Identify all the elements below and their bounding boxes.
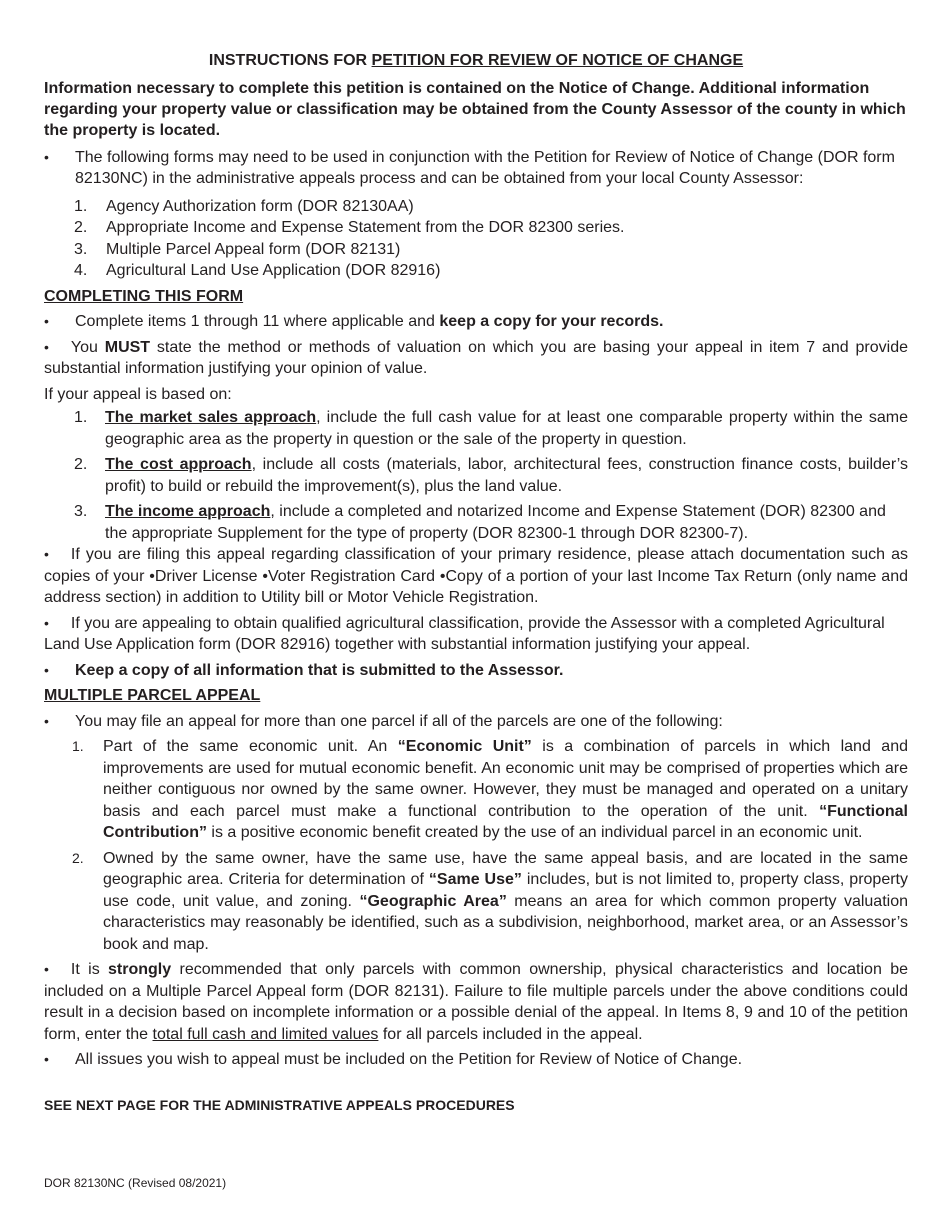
completing-bullet-5 [44, 660, 908, 682]
list-item [44, 239, 908, 261]
intro-paragraph: Information necessary to complete this petition is contained on the Notice of Change. Additional information regarding your property value or classification may be obtained from the County Assessor of the county in which the property is located. [44, 79, 906, 139]
if-based-label: If your appeal is based on: [44, 385, 232, 403]
bullet-icon: • [44, 338, 49, 355]
list-number: 2. [74, 219, 88, 236]
forms-bullet-text: The following forms may need to be used in conjunction with the Petition for Review of Notice of Change (DOR form 82130NC) in the administrative appeals process and can be obtained from your local County Assessor: [75, 148, 895, 187]
list-number: 3. [74, 503, 88, 520]
bullet-icon: • [44, 546, 49, 562]
approach-text: , include all costs (materials, labor, architectural fees, construction finance costs, builder’s profit) to build or rebuild the improvement(s), plus the land value. [105, 456, 909, 495]
list-item-text: means an area for which common property valuation characteristics may reasonably be identified, such as a subdivision, neighborhood, market area, or an Assessor’s book and map. [103, 892, 909, 953]
list-item-text: is a positive economic benefit created by the use of an individual parcel in an economic unit. [206, 824, 863, 841]
bullet-icon: • [44, 661, 49, 678]
approach-text: , include the full cash value for at least one comparable property within the same geographic area as the property in question or the sale of the property in question. [105, 409, 909, 448]
underlined-text: total full cash and limited values [152, 1025, 379, 1043]
bullet-icon: • [44, 148, 49, 165]
bullet-text: It is [70, 961, 109, 978]
list-item [44, 736, 908, 844]
bullet-bold-text: Keep a copy of all information that is submitted to the Assessor. [75, 661, 564, 679]
bullet-text: If you are filing this appeal regarding classification of your primary residence, please attach documentation such as copies of your •Driver License •Voter Registration Card •Copy of a portion of your last Income Tax Return (only name and address section) in addition to Utility bill or Motor Vehicle Registration. [44, 546, 908, 606]
list-item-text: Agricultural Land Use Application (DOR 82916) [106, 262, 441, 279]
bullet-text: All issues you wish to appeal must be included on the Petition for Review of Notice of Change. [75, 1051, 743, 1068]
bullet-text: If you are appealing to obtain qualified agricultural classification, provide the Assessor with a completed Agricultural Land Use Application form (DOR 82916) together with substantial information justifying your appeal. [44, 614, 885, 653]
instructions-page [44, 50, 908, 1116]
multiple-bullet-1 [44, 711, 908, 733]
completing-bullet-3 [44, 544, 908, 609]
forms-list [44, 196, 908, 282]
bullet-text: for all parcels included in the appeal. [378, 1025, 643, 1043]
list-item [44, 454, 908, 497]
next-page-notice: SEE NEXT PAGE FOR THE ADMINISTRATIVE APPEALS PROCEDURES [44, 1096, 515, 1113]
bullet-icon: • [44, 961, 49, 977]
completing-bullet-2 [44, 337, 908, 380]
bullet-text: Complete items 1 through 11 where applicable and [75, 313, 440, 330]
list-number: 1. [72, 738, 84, 754]
list-number: 4. [74, 262, 88, 279]
list-item [44, 501, 908, 544]
forms-bullet [44, 147, 908, 190]
approach-name: The income approach [105, 503, 271, 520]
page-title [44, 50, 908, 72]
list-item-text: Part of the same economic unit. An [103, 738, 398, 755]
bullet-icon: • [44, 1051, 49, 1067]
list-number: 1. [74, 409, 88, 426]
section-heading-completing: COMPLETING THIS FORM [44, 287, 244, 305]
list-number: 2. [74, 456, 88, 473]
form-footer: DOR 82130NC (Revised 08/2021) [44, 1176, 227, 1190]
list-item [44, 196, 908, 218]
section-heading-multiple: MULTIPLE PARCEL APPEAL [44, 687, 261, 704]
title-prefix: INSTRUCTIONS FOR [208, 52, 372, 69]
approach-name: The market sales approach [105, 409, 317, 426]
term-bold: “Economic Unit” [397, 738, 532, 755]
list-item-text: Agency Authorization form (DOR 82130AA) [106, 197, 414, 215]
completing-bullet-1 [44, 311, 908, 333]
bullet-bold-text: MUST [104, 338, 151, 356]
bullet-text: state the method or methods of valuation on which you are basing your appeal in item 7 and provide substantial information justifying your opinion of value. [44, 338, 908, 377]
bullet-bold-text: strongly [108, 961, 172, 978]
multiple-bullet-2 [44, 959, 908, 1045]
parcel-criteria-list [44, 736, 908, 955]
list-item [44, 407, 908, 450]
list-item [44, 260, 908, 282]
list-item [44, 217, 908, 239]
bullet-icon: • [44, 614, 49, 631]
bullet-bold-text: keep a copy for your records. [439, 313, 664, 330]
multiple-bullet-3 [44, 1049, 908, 1071]
bullet-text: You [70, 338, 105, 356]
term-bold: “Functional Contribution” [103, 802, 908, 841]
list-item [44, 848, 908, 956]
list-item-text: Owned by the same owner, have the same use, have the same appeal basis, and are located in the same geographic area. Criteria for determination of [103, 849, 908, 888]
approach-text: , include a completed and notarized Income and Expense Statement (DOR) 82300 and the appropriate Supplement for the type of property (DOR 82300-1 through DOR 82300-7). [105, 503, 886, 542]
list-item-text: Multiple Parcel Appeal form (DOR 82131) [106, 240, 401, 258]
bullet-text: recommended that only parcels with common ownership, physical characteristics and location be included on a Multiple Parcel Appeal form (DOR 82131). Failure to file multiple parcels under the above conditions could result in a decision based on incomplete information or a possible denial of the appeal. In Items 8, 9 and 10 of the petition form, enter the [44, 961, 908, 1043]
list-number: 3. [74, 240, 88, 258]
list-number: 1. [74, 197, 88, 215]
list-item-text: Appropriate Income and Expense Statement from the DOR 82300 series. [106, 219, 625, 236]
bullet-icon: • [44, 313, 49, 329]
approach-list [44, 407, 908, 544]
title-underlined: PETITION FOR REVIEW OF NOTICE OF CHANGE [371, 52, 744, 69]
term-bold: “Same Use” [428, 871, 522, 888]
bullet-text: You may file an appeal for more than one parcel if all of the parcels are one of the following: [75, 712, 723, 730]
list-item-text: is a combination of parcels in which land and improvements are used for mutual economic benefit. An economic unit may be comprised of properties which are neither contiguous nor owned by the same owner. However, they must be managed and operated on a unitary basis and each parcel must make a functional contribution to the operation of the unit. [103, 738, 909, 820]
completing-bullet-4 [44, 613, 908, 656]
list-number: 2. [72, 849, 84, 866]
bullet-icon: • [44, 712, 49, 729]
approach-name: The cost approach [105, 456, 252, 473]
term-bold: “Geographic Area” [359, 892, 507, 910]
list-item-text: includes, but is not limited to, property class, property use code, unit value, and zoning. [103, 871, 908, 910]
